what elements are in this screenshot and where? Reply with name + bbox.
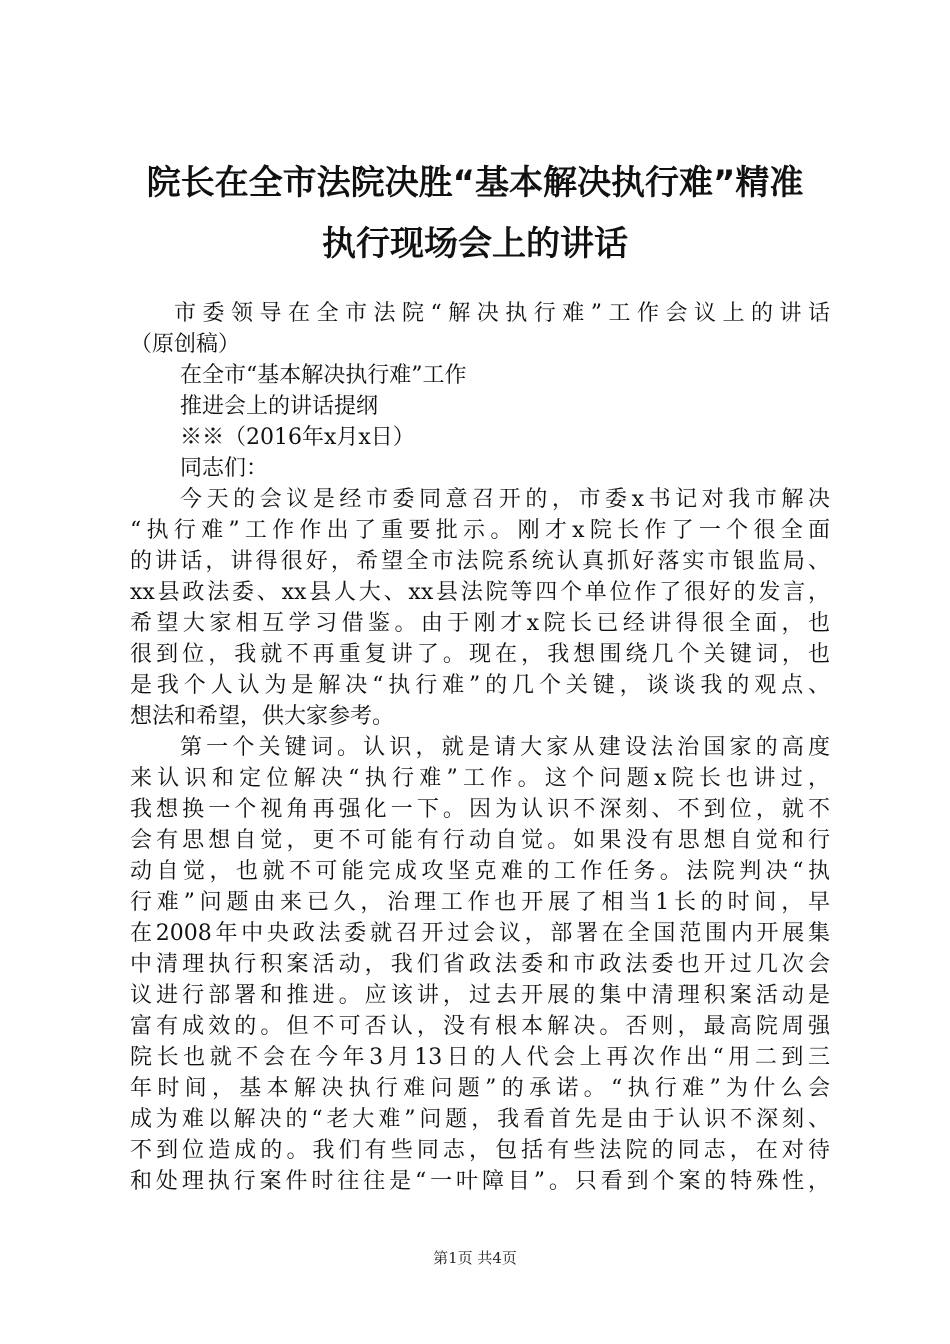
- document-body: [130, 298, 830, 1197]
- body-line: 年时间，基本解决执行难问题”的承诺。“执行难”为什么会: [130, 1076, 830, 1101]
- page-footer: 第1页 共4页: [433, 1249, 517, 1267]
- salutation: 同志们：: [180, 456, 269, 481]
- body-line: 不到位造成的。我们有些同志，包括有些法院的同志，在对待: [130, 1138, 830, 1163]
- body-line: 市委领导在全市法院“解决执行难”工作会议上的讲话: [174, 301, 830, 326]
- body-line: 会有思想自觉，更不可能有行动自觉。如果没有思想自觉和行: [130, 828, 830, 853]
- body-line: 议进行部署和推进。应该讲，过去开展的集中清理积案活动是: [130, 983, 830, 1008]
- body-line: “执行难”工作作出了重要批示。刚才x院长作了一个很全面: [130, 518, 830, 543]
- body-line: 中清理执行积案活动，我们省政法委和市政法委也开过几次会: [130, 952, 830, 977]
- body-line: 和处理执行案件时往往是“一叶障目”。只看到个案的特殊性，: [130, 1169, 830, 1194]
- body-line: 院长也就不会在今年3月13日的人代会上再次作出“用二到三: [130, 1045, 830, 1070]
- body-line: 很到位，我就不再重复讲了。现在，我想围绕几个关键词，也: [130, 642, 830, 667]
- body-line: xx县政法委、xx县人大、xx县法院等四个单位作了很好的发言，: [130, 580, 830, 605]
- document-title-line-2: 执行现场会上的讲话: [322, 224, 628, 264]
- body-line: ※※（2016年x月x日）: [180, 425, 415, 450]
- body-line: 在全市“基本解决执行难”工作: [180, 363, 467, 388]
- body-line: 推进会上的讲话提纲: [180, 394, 379, 419]
- body-line: 在2008年中央政法委就召开过会议，部署在全国范围内开展集: [130, 921, 830, 946]
- body-line: 富有成效的。但不可否认，没有根本解决。否则，最高院周强: [130, 1014, 830, 1039]
- body-line: （原创稿）: [130, 332, 241, 357]
- body-line: 动自觉，也就不可能完成攻坚克难的工作任务。法院判决“执: [130, 859, 830, 884]
- body-line: 第一个关键词。认识，就是请大家从建设法治国家的高度: [180, 735, 830, 760]
- body-line: 的讲话，讲得很好，希望全市法院系统认真抓好落实市银监局、: [130, 549, 830, 574]
- body-line: 成为难以解决的“老大难”问题，我看首先是由于认识不深刻、: [130, 1107, 830, 1132]
- body-line: 希望大家相互学习借鉴。由于刚才x院长已经讲得很全面，也: [130, 611, 830, 636]
- body-line: 想法和希望，供大家参考。: [130, 704, 395, 729]
- document-title-line-1: 院长在全市法院决胜“基本解决执行难”精准: [146, 163, 804, 203]
- body-line: 我想换一个视角再强化一下。因为认识不深刻、不到位，就不: [130, 797, 830, 822]
- body-line: 来认识和定位解决“执行难”工作。这个问题x院长也讲过，: [130, 766, 830, 791]
- body-line: 是我个人认为是解决“执行难”的几个关键，谈谈我的观点、: [130, 673, 830, 698]
- body-line: 今天的会议是经市委同意召开的，市委x书记对我市解决: [180, 487, 830, 512]
- body-line: 行难”问题由来已久，治理工作也开展了相当1长的时间，早: [130, 890, 830, 915]
